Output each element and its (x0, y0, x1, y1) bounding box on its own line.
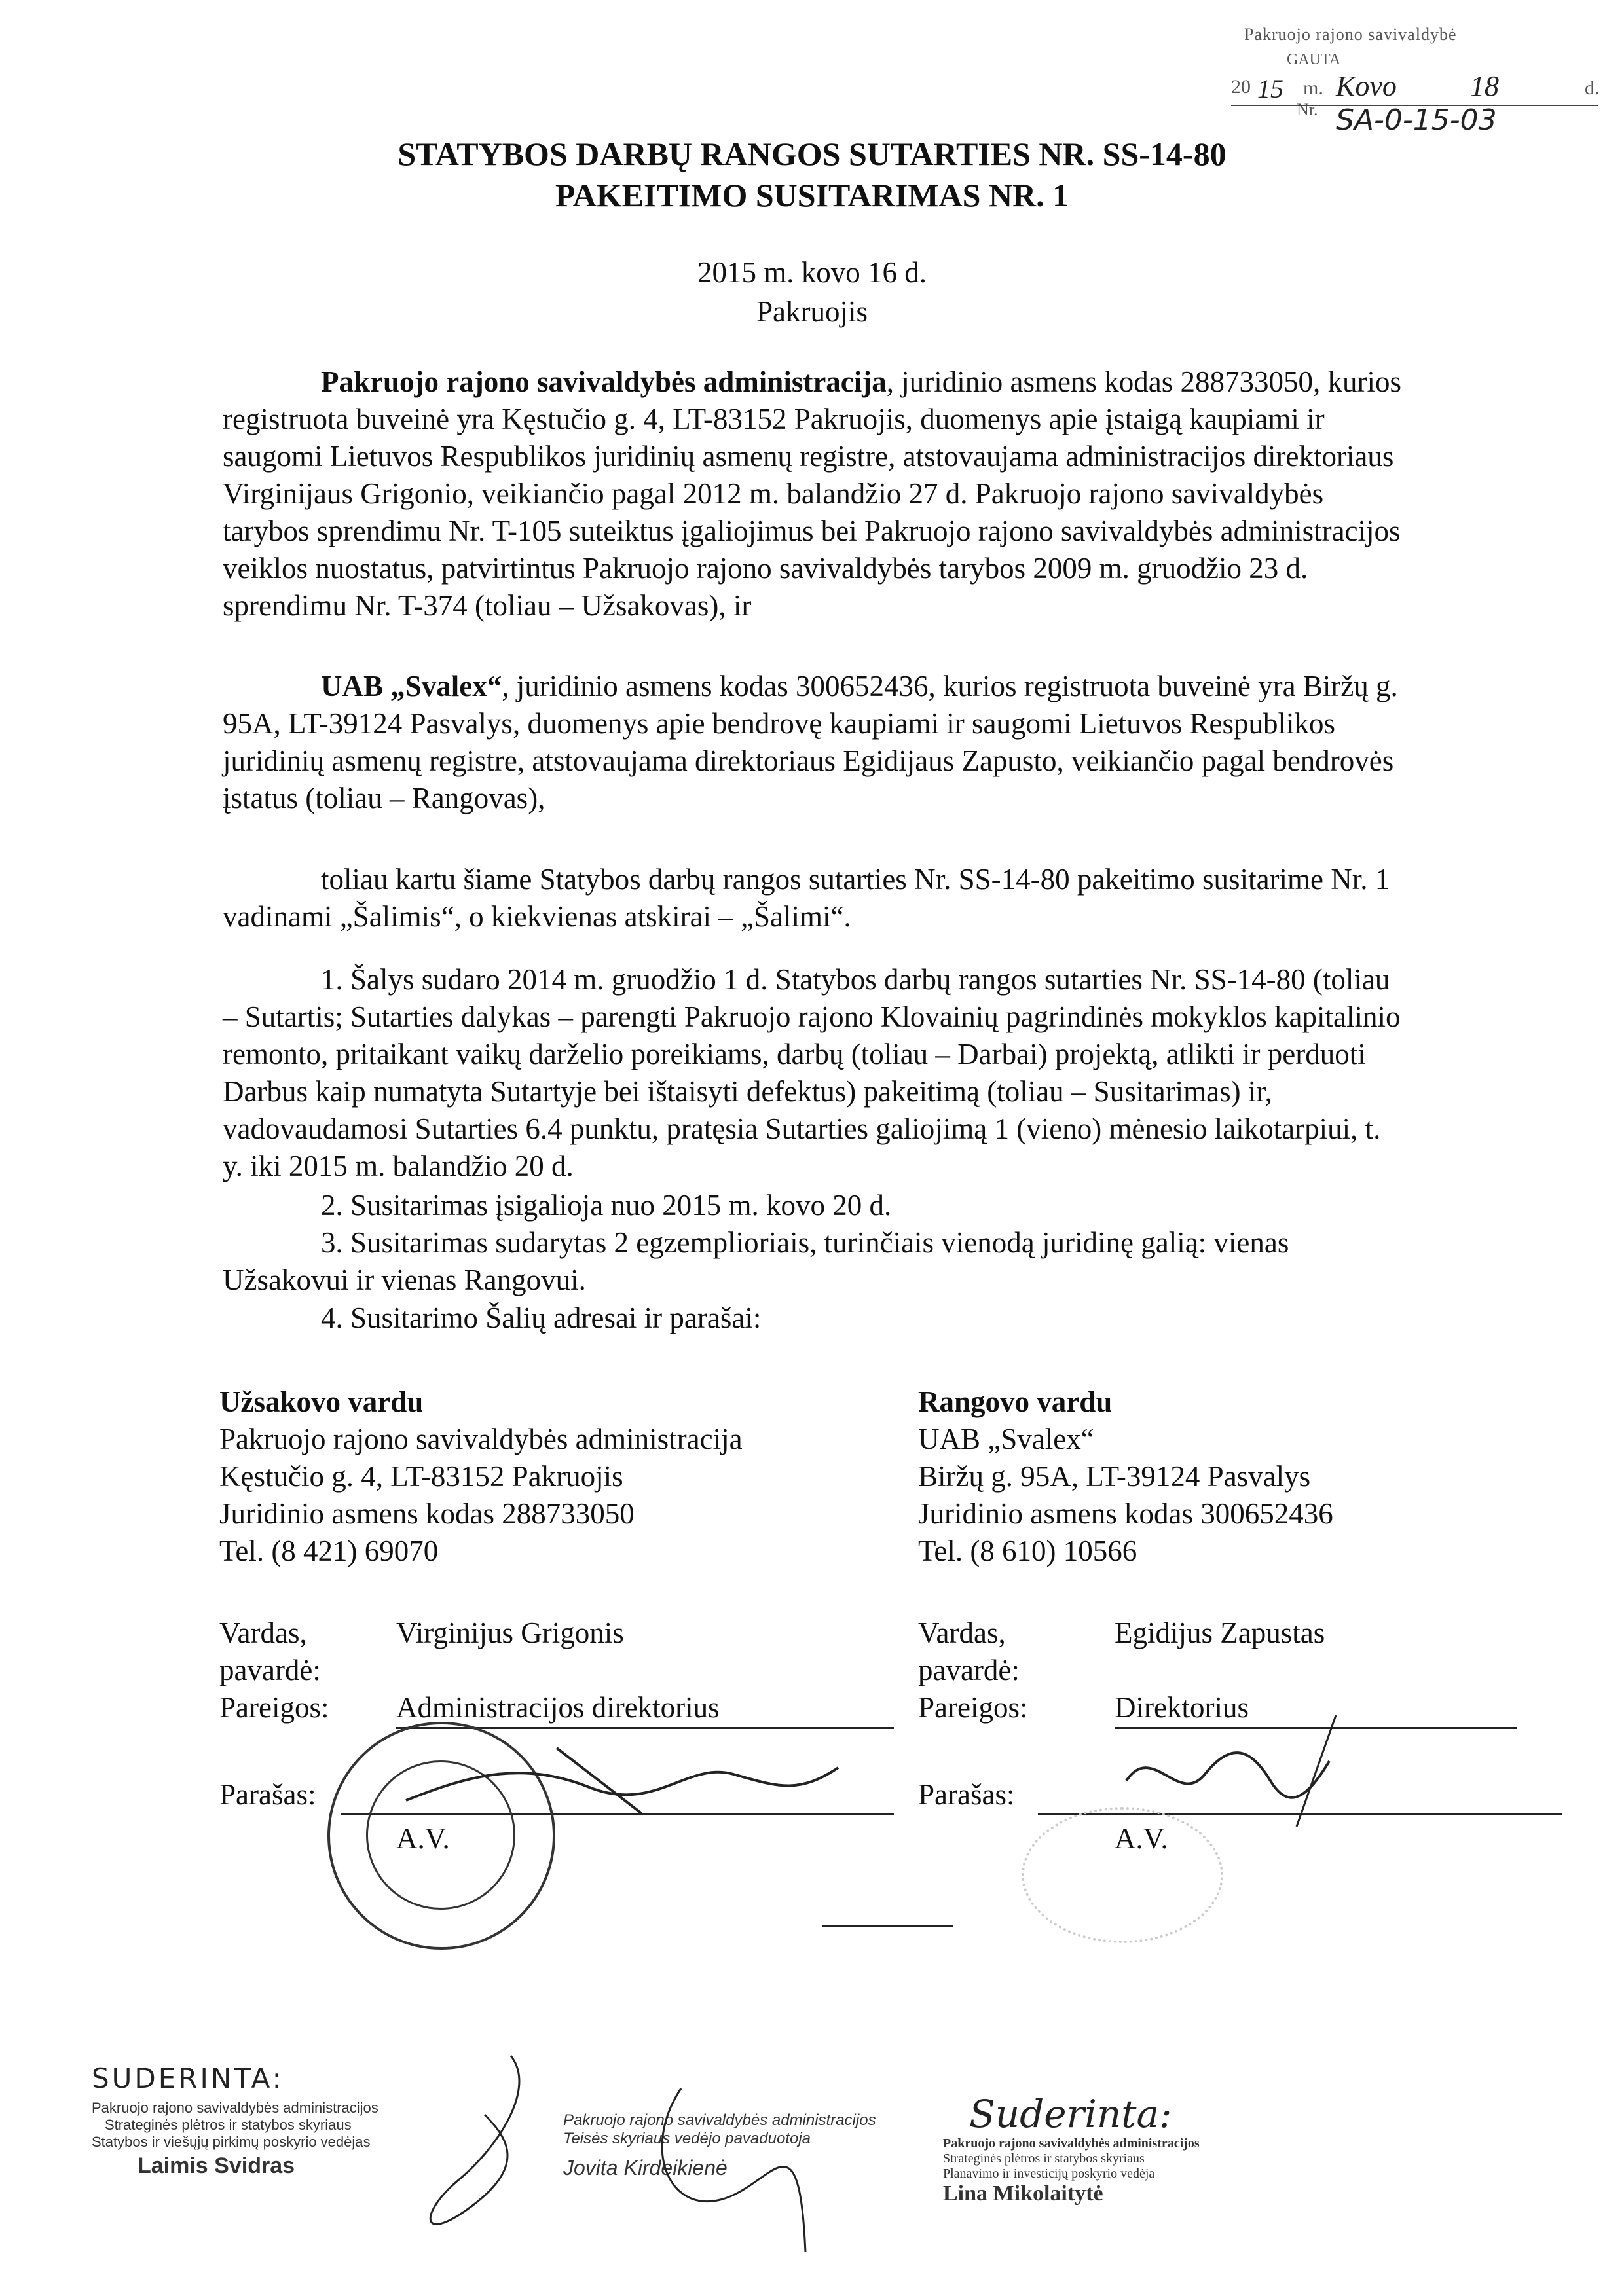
party-contractor-name: UAB „Svalex“ (321, 670, 502, 702)
customer-av: A.V. (396, 1822, 450, 1855)
approval-right-line-1: Strateginės plėtros ir statybos skyriaus (943, 2151, 1145, 2166)
party-contractor-line-0: , juridinio asmens kodas 300652436, kurios registruota buveinė yra Biržų g. (502, 670, 1398, 702)
customer-address: Kęstučio g. 4, LT-83152 Pakruojis (219, 1460, 623, 1493)
contractor-extra-line (822, 1925, 953, 1927)
stamp-nr-hand: SA-0-15-03 (1336, 103, 1497, 137)
approval-middle-signature (642, 2082, 838, 2278)
customer-signer-name: Virginijus Grigonis (396, 1616, 624, 1649)
contractor-av: A.V. (1115, 1822, 1168, 1855)
document-place: Pakruojis (756, 295, 868, 328)
clause-1-line-4: vadovaudamosi Sutarties 6.4 punktu, pratęsia Sutarties galiojimą 1 (vieno) mėnesio laikotarpiui, t. (223, 1112, 1381, 1145)
approval-right (943, 2092, 1336, 2206)
clause-1-line-0: 1. Šalys sudaro 2014 m. gruodžio 1 d. Statybos darbų rangos sutarties Nr. SS-14-80 (toliau (321, 963, 1390, 996)
party-customer-line-6: sprendimu Nr. T-374 (toliau – Užsakovas), ir (223, 589, 752, 622)
stamp-year-prefix: 20 (1231, 76, 1251, 98)
approval-left-hand: SUDERINTA: (92, 2062, 284, 2094)
party-customer-line-5: veiklos nuostatus, patvirtintus Pakruojo rajono savivaldybės tarybos 2009 m. gruodžio 23 d. (223, 552, 1308, 585)
party-customer-line-3: Virginijaus Grigonio, veikiančio pagal 2012 m. balandžio 27 d. Pakruojo rajono savivaldybės (223, 477, 1324, 510)
customer-org: Pakruojo rajono savivaldybės administracija (219, 1423, 743, 1455)
approval-left-signature (380, 2049, 550, 2265)
document-date: 2015 m. kovo 16 d. (697, 256, 927, 289)
contractor-address: Biržų g. 95A, LT-39124 Pasvalys (918, 1460, 1311, 1493)
customer-name-label-1: Vardas, (219, 1616, 307, 1649)
stamp-nr-label: Nr. (1297, 100, 1318, 119)
contractor-seal (1022, 1807, 1223, 1943)
contractor-name-label-1: Vardas, (918, 1616, 1006, 1649)
approval-left-line-2: Statybos ir viešųjų pirkimų poskyrio vedėjas (92, 2134, 371, 2150)
party-contractor-line-1: 95A, LT-39124 Pasvalys, duomenys apie bendrovę kaupiami ir saugomi Lietuvos Respublikos (223, 707, 1335, 740)
clause-1-line-5: y. iki 2015 m. balandžio 20 d. (223, 1150, 574, 1182)
party-customer-name: Pakruojo rajono savivaldybės administracija (321, 365, 887, 398)
customer-heading: Užsakovo vardu (219, 1385, 424, 1418)
clause-1-line-1: – Sutartis; Sutarties dalykas – parengti Pakruojo rajono Klovainių pagrindinės mokyklos kapitalinio (223, 1000, 1401, 1033)
parties-together-line-2: vadinami „Šalimis“, o kiekvienas atskirai – „Šalimi“. (223, 900, 851, 933)
approval-left-line-1: Strateginės plėtros ir statybos skyriaus (105, 2117, 352, 2133)
party-customer-line-4: tarybos sprendimu Nr. T-105 suteiktus įgaliojimus bei Pakruojo rajono savivaldybės administracijos (223, 515, 1401, 547)
document-title-line2: PAKEITIMO SUSITARIMAS NR. 1 (555, 177, 1069, 213)
contractor-signature-label: Parašas: (918, 1778, 1015, 1811)
customer-tel: Tel. (8 421) 69070 (219, 1535, 439, 1567)
customer-signature (393, 1735, 851, 1820)
party-contractor-line-2: juridinių asmenų registre, atstovaujama direktoriaus Egidijaus Zapusto, veikiančio pagal bendrovės (223, 744, 1394, 777)
contractor-heading: Rangovo vardu (918, 1385, 1113, 1418)
stamp-year-hand: 15 (1257, 74, 1283, 103)
clause-1-line-3: Darbus kaip numatyta Sutartyje bei ištaisyti defektus) pakeitimą (toliau – Susitarimas) ir, (223, 1075, 1272, 1108)
customer-position: Administracijos direktorius (396, 1691, 720, 1724)
clause-3 (223, 1224, 1559, 1299)
approval-middle-line-1: Teisės skyriaus vedėjo pavaduotoja (563, 2130, 811, 2147)
clause-2: 2. Susitarimas įsigalioja nuo 2015 m. kovo 20 d. (321, 1189, 892, 1222)
customer-signature-label: Parašas: (219, 1778, 316, 1811)
party-contractor-line-3: įstatus (toliau – Rangovas), (223, 782, 545, 814)
approval-left-name: Laimis Svidras (138, 2153, 295, 2178)
stamp-received: GAUTA (1287, 51, 1341, 68)
clause-1-line-2: remonto, pritaikant vaikų darželio poreikiams, darbų (toliau – Darbai) projektą, atlikti ir perduoti (223, 1038, 1366, 1070)
parties-together-line-1: toliau kartu šiame Statybos darbų rangos sutarties Nr. SS-14-80 pakeitimo susitarime Nr. 1 (321, 863, 1390, 896)
party-customer-line-0: , juridinio asmens kodas 288733050, kurios (886, 365, 1401, 398)
approval-right-name: Lina Mikolaitytė (943, 2181, 1103, 2206)
party-customer-line-1: registruota buveinė yra Kęstučio g. 4, LT-83152 Pakruojis, duomenys apie įstaigą kaupiami ir (223, 403, 1325, 435)
approval-middle-name: Jovita Kirdeikienė (563, 2156, 728, 2179)
contractor-position: Direktorius (1115, 1691, 1249, 1724)
party-customer-line-2: saugomi Lietuvos Respublikos juridinių asmenų registre, atstovaujama administracijos direktoriaus (223, 440, 1394, 473)
parties-together-paragraph (223, 861, 1559, 936)
approval-right-hand: Suderinta: (969, 2092, 1172, 2136)
party-contractor-paragraph (223, 668, 1559, 817)
stamp-org: Pakruojo rajono savivaldybė (1244, 25, 1457, 44)
approval-middle-line-0: Pakruojo rajono savivaldybės administracijos (563, 2111, 876, 2129)
approval-left-line-0: Pakruojo rajono savivaldybės administracijos (92, 2100, 378, 2116)
customer-position-label: Pareigos: (219, 1691, 329, 1724)
stamp-d-label: d. (1585, 77, 1600, 99)
contractor-signer-name: Egidijus Zapustas (1115, 1616, 1325, 1649)
stamp-month-hand: Kovo (1336, 70, 1397, 102)
registration-stamp (1231, 12, 1611, 143)
customer-code: Juridinio asmens kodas 288733050 (219, 1497, 635, 1530)
contractor-block (918, 1383, 1507, 1570)
clause-4: 4. Susitarimo Šalių adresai ir parašai: (321, 1302, 762, 1334)
clause-3-line-1: Užsakovui ir vienas Rangovui. (223, 1264, 586, 1296)
contractor-name-label-2: pavardė: (918, 1654, 1020, 1686)
clause-3-line-0: 3. Susitarimas sudarytas 2 egzemplioriais, turinčiais vienodą juridinę galią: vienas (321, 1226, 1289, 1259)
approval-right-line-2: Planavimo ir investicijų poskyrio vedėja (943, 2166, 1155, 2181)
customer-block (219, 1383, 874, 1570)
document-title-line1: STATYBOS DARBŲ RANGOS SUTARTIES NR. SS-14-80 (397, 136, 1227, 172)
stamp-day-hand: 18 (1470, 70, 1499, 102)
clause-1 (223, 961, 1559, 1185)
contractor-code: Juridinio asmens kodas 300652436 (918, 1497, 1333, 1530)
customer-name-label-2: pavardė: (219, 1654, 321, 1686)
approval-right-line-0: Pakruojo rajono savivaldybės administracijos (943, 2136, 1200, 2151)
contractor-position-label: Pareigos: (918, 1691, 1028, 1724)
contractor-tel: Tel. (8 610) 10566 (918, 1535, 1137, 1567)
party-customer-paragraph (223, 363, 1559, 625)
stamp-underline (1231, 105, 1598, 106)
stamp-m-label: m. (1303, 77, 1323, 99)
contractor-org: UAB „Svalex“ (918, 1423, 1094, 1455)
